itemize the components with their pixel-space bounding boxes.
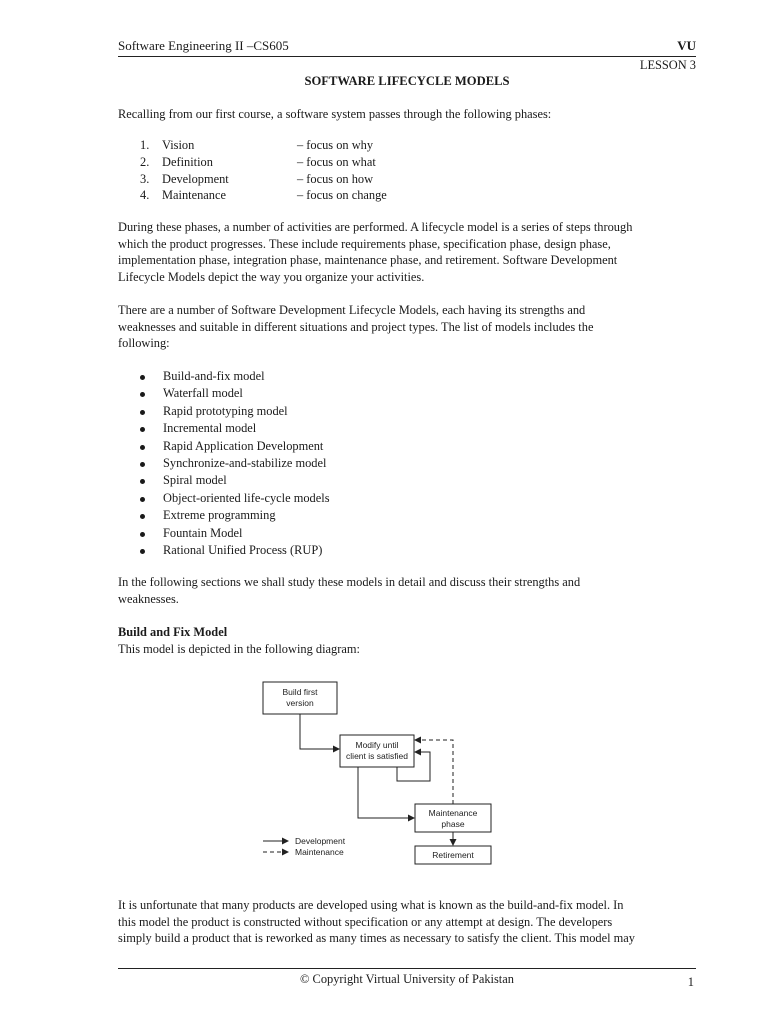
text-line: weaknesses and suitable in different situations and project types. The list of models includes the	[118, 319, 594, 334]
text-line: In the following sections we shall study these models in detail and discuss their strengths and	[118, 575, 581, 589]
text-line: Lifecycle Models depict the way you organize your activities.	[118, 269, 425, 284]
section-heading: Build and Fix Model	[118, 625, 228, 639]
lifecycle-paragraph	[118, 219, 696, 285]
bullet-icon	[140, 375, 145, 380]
retirement-box	[415, 846, 491, 864]
bullet-icon	[140, 392, 145, 397]
phase-item	[140, 154, 540, 171]
text-line: There are a number of Software Development Lifecycle Models, each having its strengths and	[118, 303, 586, 317]
maintenance-phase-box	[415, 804, 491, 832]
modify-until-satisfied-box	[340, 735, 414, 767]
phase-number: 2.	[140, 154, 150, 169]
text-line: It is unfortunate that many products are developed using what is known as the build-and-fix model. In	[118, 898, 624, 912]
model-name: Rapid Application Development	[163, 438, 324, 453]
models-intro-paragraph	[118, 302, 696, 352]
phase-focus: – focus on why	[297, 138, 374, 152]
bullet-icon	[140, 532, 145, 537]
bullet-icon	[140, 462, 145, 467]
list-item	[138, 438, 330, 455]
list-item	[138, 472, 330, 489]
model-name: Extreme programming	[163, 508, 276, 523]
diagram-legend	[263, 836, 346, 857]
list-item	[138, 368, 330, 385]
lesson-label: LESSON 3	[639, 58, 696, 72]
phase-name: Maintenance	[162, 188, 226, 203]
bullet-icon	[140, 410, 145, 415]
footer-divider	[118, 968, 696, 969]
retirement-label: Retirement	[432, 850, 474, 860]
bullet-icon	[140, 427, 145, 432]
text-line: simply build a product that is reworked as many times as necessary to satisfy the client. This model may	[118, 931, 635, 945]
bullet-icon	[140, 514, 145, 519]
text-line: following:	[118, 336, 170, 350]
list-item	[138, 507, 330, 524]
list-item	[138, 403, 330, 420]
modify-box-line1: Modify until	[355, 740, 399, 750]
phases-list	[140, 137, 540, 204]
text-line: weaknesses.	[118, 591, 179, 606]
document-page	[118, 0, 696, 1024]
phase-name: Definition	[162, 154, 213, 169]
model-name: Build-and-fix model	[163, 369, 265, 383]
model-name: Rapid prototyping model	[163, 403, 288, 418]
model-name: Synchronize-and-stabilize model	[163, 455, 327, 470]
footer-copyright: © Copyright Virtual University of Pakistan	[300, 972, 514, 986]
study-paragraph	[118, 574, 696, 607]
model-name: Spiral model	[163, 473, 227, 488]
arrow-maintenance-loop	[415, 740, 453, 804]
text-line: which the product progresses. These include requirements phase, specification phase, design phase,	[118, 236, 611, 251]
phase-focus: – focus on how	[297, 171, 374, 186]
model-name: Object-oriented life-cycle models	[163, 490, 330, 505]
section-intro: This model is depicted in the following diagram:	[118, 641, 360, 656]
phase-number: 1.	[140, 138, 150, 152]
build-first-version-box	[263, 682, 337, 714]
model-name: Waterfall model	[163, 386, 243, 401]
maintenance-box-line2: phase	[441, 819, 465, 829]
build-box-line1: Build first	[282, 687, 318, 697]
legend-maintenance-label: Maintenance	[295, 847, 344, 857]
list-item	[138, 420, 330, 437]
list-item	[138, 385, 330, 402]
phase-focus: – focus on change	[297, 188, 387, 203]
phase-item	[140, 187, 540, 204]
phase-item	[140, 137, 540, 154]
phase-focus: – focus on what	[297, 154, 376, 169]
model-name: Incremental model	[163, 421, 257, 436]
course-title: Software Engineering II –CS605	[118, 38, 289, 53]
build-fix-paragraph	[118, 897, 696, 947]
build-fix-section	[118, 624, 696, 657]
list-item	[138, 525, 330, 542]
page-header	[118, 38, 696, 57]
bullet-icon	[140, 549, 145, 554]
build-box-line2: version	[286, 698, 314, 708]
list-item	[138, 490, 330, 507]
list-item	[138, 542, 330, 559]
maintenance-box-line1: Maintenance	[428, 808, 478, 818]
intro-paragraph: Recalling from our first course, a software system passes through the following phases:	[118, 107, 552, 121]
institution-label: VU	[677, 38, 696, 53]
phase-number: 3.	[140, 171, 150, 186]
phase-item	[140, 171, 540, 188]
phase-name: Development	[162, 171, 229, 186]
text-line: this model the product is constructed without specification or any attempt at design. The developers	[118, 914, 613, 929]
bullet-icon	[140, 497, 145, 502]
text-line: implementation phase, integration phase, maintenance phase, and retirement. Software Development	[118, 253, 618, 267]
build-fix-diagram	[258, 678, 498, 868]
arrow-build-to-modify	[300, 714, 339, 749]
phase-number: 4.	[140, 188, 150, 203]
model-name: Rational Unified Process (RUP)	[163, 542, 323, 557]
legend-development-label: Development	[295, 836, 346, 846]
arrow-modify-to-maintenance	[358, 767, 414, 818]
list-item	[138, 455, 330, 472]
bullet-icon	[140, 479, 145, 484]
phase-name: Vision	[162, 138, 195, 152]
text-line: During these phases, a number of activities are performed. A lifecycle model is a series of steps through	[118, 220, 633, 234]
modify-box-line2: client is satisfied	[346, 751, 408, 761]
page-title: SOFTWARE LIFECYCLE MODELS	[304, 74, 510, 88]
models-list	[138, 368, 330, 559]
page-number: 1	[687, 975, 694, 989]
model-name: Fountain Model	[163, 525, 243, 540]
bullet-icon	[140, 445, 145, 450]
